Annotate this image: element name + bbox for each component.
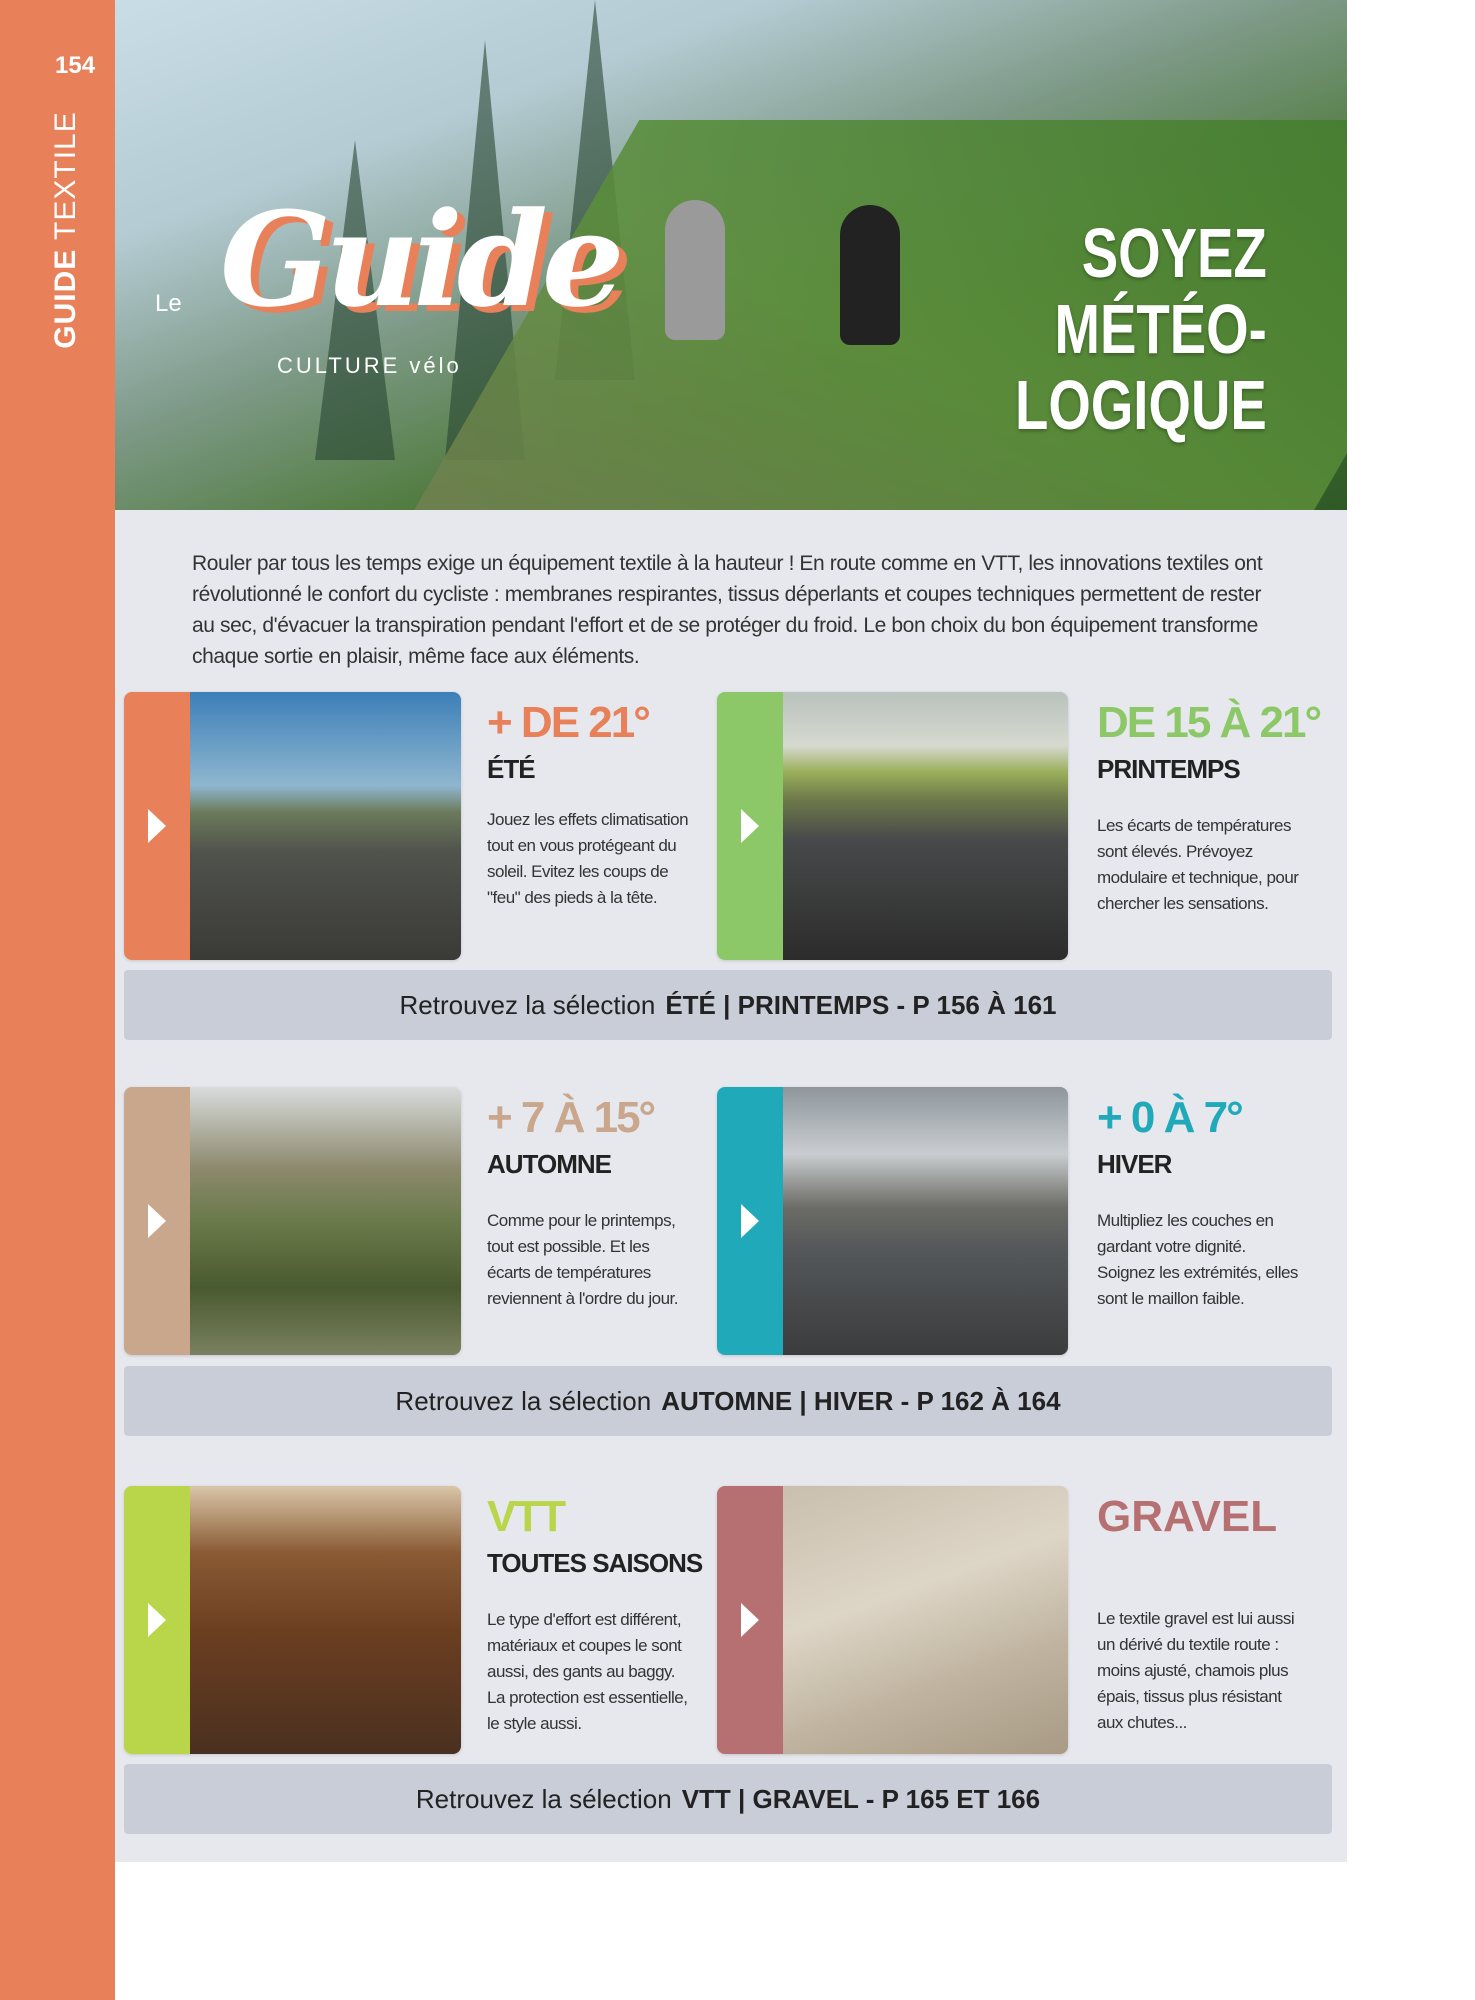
- photo-road-spring: [783, 692, 1068, 960]
- card-automne-text: [487, 1093, 717, 1312]
- photo-winter: [783, 1087, 1068, 1355]
- page-number: 154: [55, 52, 96, 79]
- guide-logo-le: Le: [155, 290, 182, 317]
- photo-mtb: [190, 1486, 461, 1754]
- season-title: ÉTÉ: [487, 754, 535, 784]
- temperature-range: DE 15 À 21°: [1097, 698, 1321, 747]
- season-title: TOUTES SAISONS: [487, 1548, 703, 1578]
- temperature-range: + 0 À 7°: [1097, 1093, 1242, 1142]
- card-vtt[interactable]: [124, 1486, 461, 1754]
- card-ete[interactable]: [124, 692, 461, 960]
- card-hiver[interactable]: [717, 1087, 1068, 1355]
- card-strip: [124, 1087, 190, 1355]
- headline-line: MÉTÉO-: [1054, 290, 1267, 368]
- guide-logo-sub: CULTURE vélo: [277, 353, 462, 378]
- card-ete-text: [487, 698, 717, 911]
- card-strip: [124, 692, 190, 960]
- play-icon[interactable]: [741, 809, 759, 843]
- season-title: [1097, 1548, 1327, 1578]
- guide-logo: Guide: [220, 183, 619, 336]
- play-icon[interactable]: [741, 1204, 759, 1238]
- headline: [1015, 215, 1267, 443]
- season-title: HIVER: [1097, 1149, 1172, 1179]
- band-link[interactable]: VTT | GRAVEL - P 165 ET 166: [681, 1784, 1041, 1814]
- card-vtt-text: [487, 1492, 717, 1737]
- card-automne[interactable]: [124, 1087, 461, 1355]
- band-link[interactable]: ÉTÉ | PRINTEMPS - P 156 À 161: [665, 990, 1057, 1020]
- intro-text: Rouler par tous les temps exige un équipement textile à la hauteur ! En route comme en VTT, les innovations textiles ont révolutionné le confort du cycliste : membranes respirantes, tissus déperlants et coupes techniques permettent de rester au sec, d'évacuer la transpiration pendant l'effort et de se protéger du froid. Le bon choix du bon équipement transforme chaque sortie en plaisir, même face aux éléments.: [192, 552, 1263, 668]
- season-description: Les écarts de températures sont élevés. Prévoyez modulaire et technique, pour chercher les sensations.: [1097, 816, 1299, 913]
- card-strip: [717, 692, 783, 960]
- photo-gravel: [783, 1486, 1068, 1754]
- season-title: AUTOMNE: [487, 1149, 611, 1179]
- band-link[interactable]: AUTOMNE | HIVER - P 162 À 164: [661, 1386, 1061, 1416]
- band-prefix: Retrouvez la sélection: [395, 1386, 652, 1416]
- card-strip: [717, 1087, 783, 1355]
- category-title: GRAVEL: [1097, 1492, 1278, 1541]
- play-icon[interactable]: [148, 1603, 166, 1637]
- section-label: [49, 111, 83, 349]
- rider-figure: [665, 200, 725, 340]
- card-gravel[interactable]: [717, 1486, 1068, 1754]
- card-printemps-text: [1097, 698, 1327, 917]
- card-hiver-text: [1097, 1093, 1327, 1312]
- temperature-range: + 7 À 15°: [487, 1093, 655, 1142]
- season-description: Le type d'effort est différent, matériaux et coupes le sont aussi, des gants au baggy. La protection est essentielle, le style aussi.: [487, 1610, 688, 1733]
- band-prefix: Retrouvez la sélection: [415, 1784, 672, 1814]
- season-description: Jouez les effets climatisation tout en vous protégeant du soleil. Evitez les coups de "feu" des pieds à la tête.: [487, 810, 689, 907]
- temperature-range: + DE 21°: [487, 698, 649, 747]
- play-icon[interactable]: [148, 809, 166, 843]
- sidebar: [0, 0, 115, 2000]
- band-prefix: Retrouvez la sélection: [399, 990, 656, 1020]
- card-printemps[interactable]: [717, 692, 1068, 960]
- selection-band[interactable]: [124, 1764, 1332, 1834]
- card-strip: [717, 1486, 783, 1754]
- play-icon[interactable]: [741, 1603, 759, 1637]
- season-title: PRINTEMPS: [1097, 754, 1240, 784]
- rider-figure: [840, 205, 900, 345]
- card-strip: [124, 1486, 190, 1754]
- category-title: VTT: [487, 1492, 565, 1541]
- hero-image: [115, 0, 1347, 510]
- selection-band[interactable]: [124, 1366, 1332, 1436]
- season-description: Comme pour le printemps, tout est possible. Et les écarts de températures reviennent à l'ordre du jour.: [487, 1211, 678, 1308]
- section-label-bold: GUIDE: [49, 248, 82, 349]
- photo-autumn: [190, 1087, 461, 1355]
- headline-line: LOGIQUE: [1015, 366, 1267, 444]
- play-icon[interactable]: [148, 1204, 166, 1238]
- content-panel: [115, 510, 1347, 1862]
- headline-line: SOYEZ: [1081, 214, 1267, 292]
- photo-road-summer: [190, 692, 461, 960]
- season-description: Le textile gravel est lui aussi un dérivé du textile route : moins ajusté, chamois plus épais, tissus plus résistant aux chutes...: [1097, 1609, 1295, 1732]
- selection-band[interactable]: [124, 970, 1332, 1040]
- card-gravel-text: [1097, 1492, 1327, 1736]
- season-description: Multipliez les couches en gardant votre dignité. Soignez les extrémités, elles sont le maillon faible.: [1097, 1211, 1298, 1308]
- section-label-rest: TEXTILE: [49, 111, 82, 240]
